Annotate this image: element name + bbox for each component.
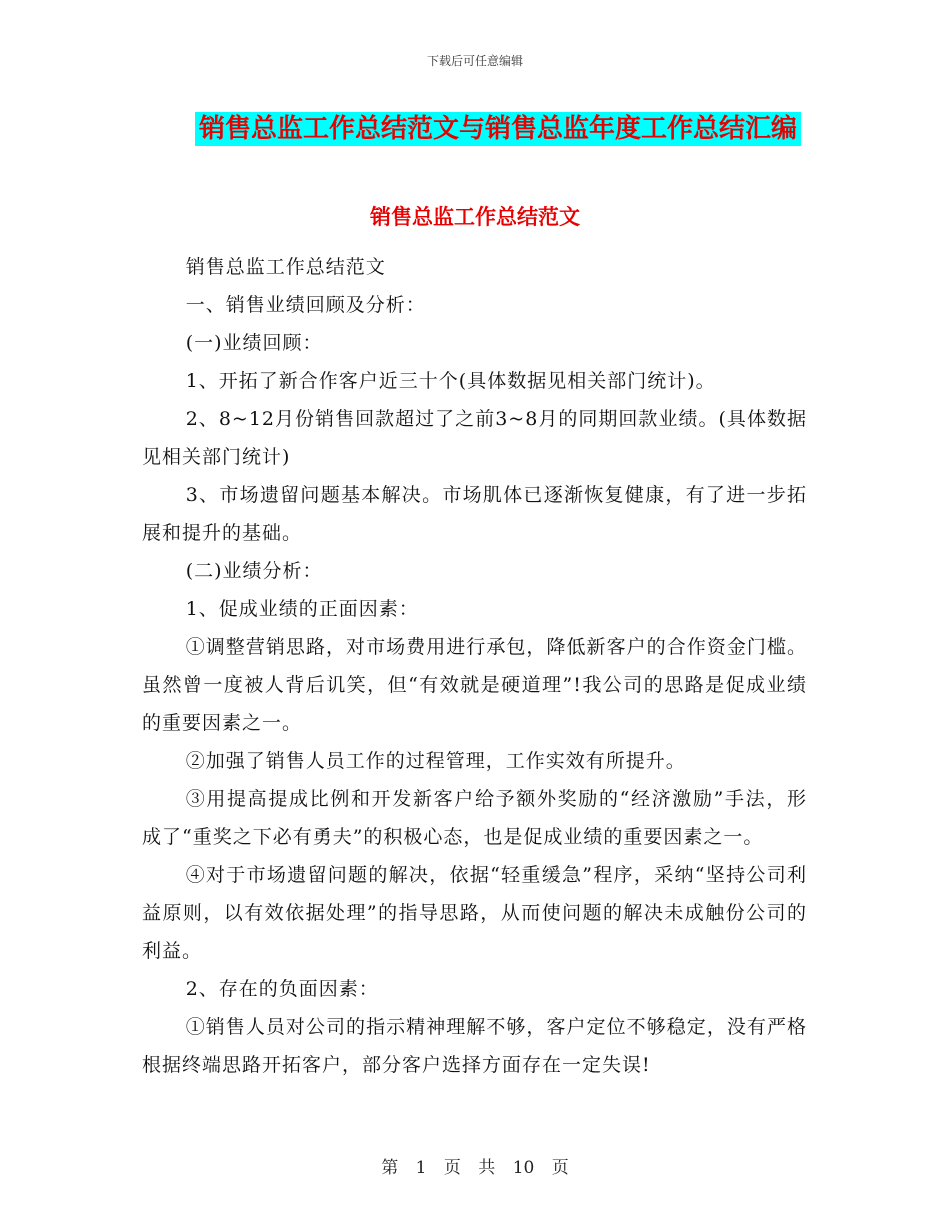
- page-total: 10: [512, 1158, 535, 1178]
- header-note: 下载后可任意编辑: [426, 54, 523, 68]
- paragraph: ①销售人员对公司的指示精神理解不够，客户定位不够稳定，没有严格根据终端思路开拓客户，部分客户选择方面存在一定失误!: [142, 1016, 807, 1076]
- page-mid: 页: [443, 1158, 461, 1178]
- paragraph: 2、存在的负面因素：: [185, 978, 379, 1000]
- paragraph: 2、8~12月份销售回款超过了之前3~8月的同期回款业绩。(具体数据见相关部门统计): [142, 408, 807, 468]
- paragraph: 销售总监工作总结范文: [185, 256, 386, 278]
- paragraph: (二)业绩分析：: [185, 560, 323, 582]
- paragraph: ②加强了销售人员工作的过程管理，工作实效有所提升。: [185, 750, 686, 772]
- paragraph: 1、开拓了新合作客户近三十个(具体数据见相关部门统计)。: [185, 370, 716, 392]
- document-body: [142, 248, 807, 1084]
- document-title: 销售总监工作总结范文与销售总监年度工作总结汇编: [195, 112, 801, 146]
- paragraph: ③用提高提成比例和开发新客户给予额外奖励的“经济激励”手法，形成了“重奖之下必有勇夫”的积极心态，也是促成业绩的重要因素之一。: [142, 788, 807, 848]
- paragraph: ①调整营销思路，对市场费用进行承包，降低新客户的合作资金门槛。虽然曾一度被人背后讥笑，但“有效就是硬道理”!我公司的思路是促成业绩的重要因素之一。: [142, 636, 807, 734]
- paragraph: 1、促成业绩的正面因素：: [185, 598, 419, 620]
- document-title-container: [0, 112, 950, 146]
- paragraph: 一、销售业绩回顾及分析：: [185, 294, 426, 316]
- page-footer: [0, 1153, 950, 1178]
- paragraph: ④对于市场遗留问题的解决，依据“轻重缓急”程序，采纳“坚持公司利益原则，以有效依据处理”的指导思路，从而使问题的解决未成触份公司的利益。: [142, 864, 807, 962]
- page-suffix: 页: [551, 1158, 569, 1178]
- page-prefix: 第: [381, 1158, 399, 1178]
- section-title: 销售总监工作总结范文: [370, 205, 580, 229]
- page-total-prefix: 共: [478, 1158, 496, 1178]
- page-current: 1: [415, 1158, 427, 1178]
- paragraph: 3、市场遗留问题基本解决。市场肌体已逐渐恢复健康，有了进一步拓展和提升的基础。: [142, 484, 807, 544]
- paragraph: (一)业绩回顾：: [185, 332, 323, 354]
